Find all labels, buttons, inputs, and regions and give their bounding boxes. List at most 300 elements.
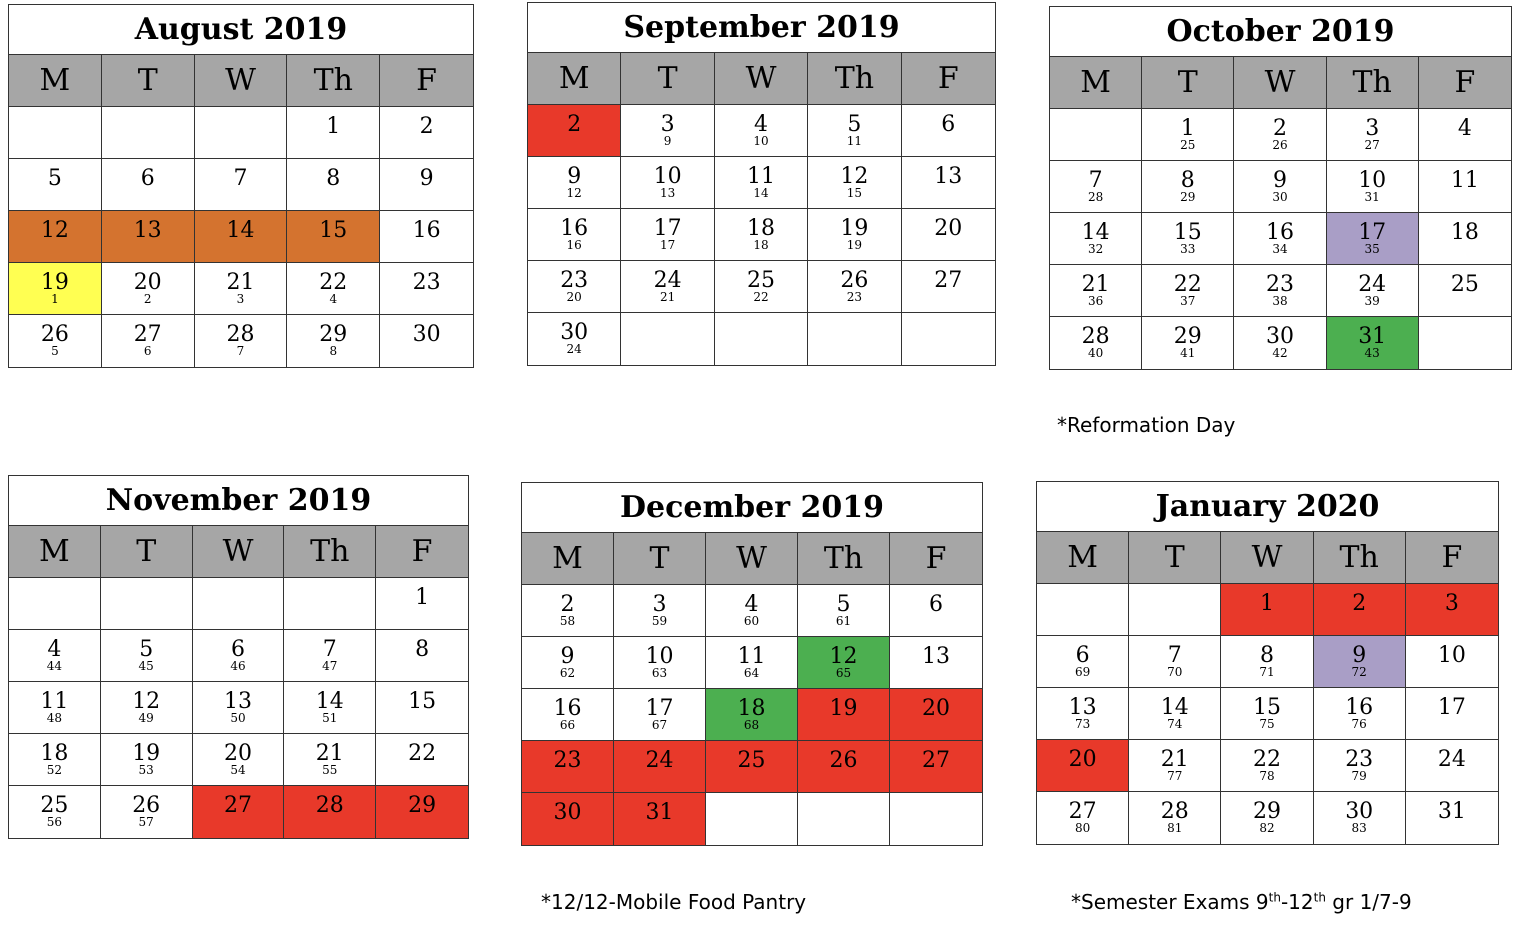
school-day-count: 16 <box>566 238 582 252</box>
day-number: 20 <box>922 696 950 721</box>
day-number: 13 <box>922 644 950 669</box>
day-number: 10 <box>653 164 682 189</box>
day-number: 11 <box>737 644 766 669</box>
weekday-header: Th <box>1314 532 1406 584</box>
day-cell <box>902 209 995 261</box>
day-number: 30 <box>1265 324 1294 349</box>
day-cell <box>195 107 288 159</box>
day-cell <box>902 313 995 365</box>
school-day-count: 43 <box>1364 346 1380 360</box>
day-cell <box>195 211 288 263</box>
school-day-count: 52 <box>46 763 63 777</box>
day-number: 23 <box>1265 272 1294 297</box>
day-number: 30 <box>553 800 582 825</box>
month-grid <box>9 55 473 367</box>
day-number: 9 <box>1352 643 1367 668</box>
day-number: 22 <box>1252 747 1281 772</box>
day-number: 13 <box>223 689 252 714</box>
school-day-count: 72 <box>1351 665 1367 679</box>
school-day-count: 3 <box>236 292 245 306</box>
day-number: 31 <box>1358 324 1387 349</box>
day-cell <box>1050 213 1142 265</box>
day-cell <box>621 157 714 209</box>
day-number: 6 <box>929 592 943 617</box>
day-cell <box>1129 740 1221 792</box>
school-day-count: 65 <box>835 666 852 680</box>
school-day-count: 83 <box>1351 821 1367 835</box>
month-grid <box>9 526 468 838</box>
day-number: 19 <box>840 216 869 241</box>
school-day-count: 34 <box>1272 242 1288 256</box>
school-day-count: 20 <box>566 290 582 304</box>
day-cell <box>9 263 102 315</box>
day-number: 15 <box>408 689 437 714</box>
day-cell <box>1037 740 1129 792</box>
day-cell <box>528 261 621 313</box>
day-number: 21 <box>226 270 255 295</box>
school-day-count: 15 <box>846 186 863 200</box>
weekday-header: M <box>9 55 102 107</box>
day-number: 10 <box>645 644 674 669</box>
day-cell <box>9 315 102 367</box>
school-day-count: 30 <box>1272 190 1288 204</box>
day-number: 18 <box>746 216 775 241</box>
day-cell <box>1221 792 1313 844</box>
school-day-count: 64 <box>743 666 760 680</box>
day-number: 15 <box>1173 220 1202 245</box>
day-number: 18 <box>1450 220 1479 245</box>
day-number: 14 <box>1160 695 1189 720</box>
day-number: 10 <box>1358 168 1387 193</box>
month-title: January 2020 <box>1037 482 1498 532</box>
day-cell <box>287 211 380 263</box>
day-number: 30 <box>560 320 589 345</box>
school-day-count: 69 <box>1074 665 1091 679</box>
school-day-count: 41 <box>1180 346 1196 360</box>
day-number: 13 <box>1068 695 1097 720</box>
school-day-count: 7 <box>236 344 245 358</box>
day-cell <box>798 637 890 689</box>
calendar-august-2019 <box>8 4 474 368</box>
day-cell <box>798 741 890 793</box>
day-number: 17 <box>653 216 682 241</box>
day-number: 16 <box>553 696 582 721</box>
month-grid <box>1050 57 1511 369</box>
school-day-count: 17 <box>659 238 676 252</box>
day-number: 18 <box>737 696 766 721</box>
day-cell <box>808 209 901 261</box>
day-cell <box>1419 109 1511 161</box>
day-cell <box>1142 109 1234 161</box>
month-title: November 2019 <box>9 476 468 526</box>
day-cell <box>1419 161 1511 213</box>
weekday-header: W <box>195 55 288 107</box>
day-cell <box>808 105 901 157</box>
school-day-count: 57 <box>138 815 154 829</box>
school-day-count: 81 <box>1167 821 1183 835</box>
day-number: 14 <box>226 218 255 243</box>
weekday-header: M <box>522 533 614 585</box>
day-cell <box>1221 636 1313 688</box>
school-day-count: 62 <box>559 666 576 680</box>
day-cell <box>522 689 614 741</box>
day-number: 16 <box>1345 695 1374 720</box>
school-day-count: 68 <box>743 718 760 732</box>
day-number: 28 <box>315 793 344 818</box>
school-day-count: 35 <box>1364 242 1380 256</box>
day-number: 9 <box>567 164 582 189</box>
day-cell <box>1050 109 1142 161</box>
school-day-count: 45 <box>138 659 154 673</box>
day-number: 2 <box>419 114 434 139</box>
school-day-count: 49 <box>138 711 154 725</box>
day-number: 28 <box>226 322 255 347</box>
day-number: 5 <box>847 112 862 137</box>
day-cell <box>614 689 706 741</box>
day-cell <box>706 585 798 637</box>
day-number: 14 <box>315 689 344 714</box>
calendar-november-2019 <box>8 475 469 839</box>
day-number: 27 <box>1068 799 1097 824</box>
day-cell <box>1234 265 1326 317</box>
day-cell <box>193 786 285 838</box>
day-number: 29 <box>1173 324 1202 349</box>
day-number: 7 <box>1167 643 1182 668</box>
day-cell <box>890 689 982 741</box>
day-cell <box>1419 317 1511 369</box>
day-number: 14 <box>1081 220 1110 245</box>
weekday-header: F <box>890 533 982 585</box>
weekday-header: F <box>380 55 473 107</box>
day-cell <box>376 786 468 838</box>
weekday-header: Th <box>1327 57 1419 109</box>
day-number: 6 <box>230 637 245 662</box>
day-cell <box>522 637 614 689</box>
day-cell <box>376 734 468 786</box>
day-cell <box>287 159 380 211</box>
day-cell <box>1234 213 1326 265</box>
day-cell <box>1050 317 1142 369</box>
day-number: 25 <box>40 793 69 818</box>
day-number: 15 <box>1252 695 1281 720</box>
day-cell <box>1234 161 1326 213</box>
day-cell <box>614 637 706 689</box>
day-cell <box>193 682 285 734</box>
day-cell <box>287 315 380 367</box>
day-cell <box>102 211 195 263</box>
day-cell <box>284 682 376 734</box>
day-cell <box>902 261 995 313</box>
school-day-count: 27 <box>1364 138 1380 152</box>
day-cell <box>1221 584 1313 636</box>
school-day-count: 74 <box>1167 717 1183 731</box>
day-number: 25 <box>746 268 775 293</box>
day-number: 2 <box>1272 116 1287 141</box>
day-number: 24 <box>645 748 674 773</box>
day-number: 29 <box>1252 799 1281 824</box>
day-cell <box>284 786 376 838</box>
day-number: 9 <box>1272 168 1287 193</box>
note-reformation-day: *Reformation Day <box>1057 413 1236 437</box>
day-number: 4 <box>744 592 759 617</box>
day-number: 17 <box>645 696 674 721</box>
weekday-header: F <box>376 526 468 578</box>
day-number: 30 <box>1345 799 1374 824</box>
day-cell <box>1406 792 1498 844</box>
school-day-count: 53 <box>138 763 154 777</box>
day-cell <box>808 261 901 313</box>
school-day-count: 37 <box>1180 294 1196 308</box>
day-cell <box>1050 265 1142 317</box>
day-number: 12 <box>840 164 869 189</box>
day-number: 17 <box>1358 220 1387 245</box>
school-day-count: 60 <box>743 614 760 628</box>
day-cell <box>715 105 808 157</box>
day-number: 3 <box>660 112 675 137</box>
school-day-count: 77 <box>1167 769 1183 783</box>
day-cell <box>706 689 798 741</box>
day-cell <box>376 578 468 630</box>
weekday-header: W <box>1234 57 1326 109</box>
calendar-september-2019 <box>527 2 996 366</box>
day-cell <box>380 315 473 367</box>
school-day-count: 2 <box>143 292 152 306</box>
school-day-count: 10 <box>753 134 769 148</box>
day-cell <box>284 578 376 630</box>
day-cell <box>380 263 473 315</box>
day-number: 6 <box>1075 643 1090 668</box>
day-cell <box>284 734 376 786</box>
day-number: 18 <box>40 741 69 766</box>
school-day-count: 61 <box>835 614 852 628</box>
day-cell <box>9 107 102 159</box>
day-cell <box>287 263 380 315</box>
day-cell <box>528 105 621 157</box>
day-number: 19 <box>132 741 161 766</box>
day-number: 3 <box>652 592 667 617</box>
day-cell <box>376 630 468 682</box>
school-day-count: 23 <box>846 290 863 304</box>
day-number: 28 <box>1081 324 1110 349</box>
day-number: 8 <box>1259 643 1274 668</box>
day-number: 22 <box>319 270 348 295</box>
weekday-header: W <box>1221 532 1313 584</box>
school-day-count: 58 <box>559 614 576 628</box>
school-day-count: 78 <box>1259 769 1275 783</box>
day-cell <box>102 315 195 367</box>
day-cell <box>1037 688 1129 740</box>
school-day-count: 50 <box>230 711 246 725</box>
school-day-count: 4 <box>329 292 338 306</box>
school-day-count: 38 <box>1272 294 1288 308</box>
school-day-count: 67 <box>651 718 668 732</box>
day-cell <box>1327 317 1419 369</box>
note-exams-mid: -12 <box>1280 890 1314 914</box>
day-cell <box>284 630 376 682</box>
day-cell <box>1314 792 1406 844</box>
day-cell <box>9 211 102 263</box>
day-cell <box>193 630 285 682</box>
day-cell <box>614 585 706 637</box>
school-day-count: 44 <box>46 659 63 673</box>
day-number: 28 <box>1160 799 1189 824</box>
day-number: 8 <box>1180 168 1195 193</box>
day-cell <box>101 578 193 630</box>
day-cell <box>621 261 714 313</box>
day-number: 4 <box>1457 116 1472 141</box>
school-day-count: 19 <box>846 238 863 252</box>
day-cell <box>798 585 890 637</box>
day-cell <box>9 630 101 682</box>
day-number: 26 <box>132 793 161 818</box>
weekday-header: M <box>9 526 101 578</box>
day-cell <box>376 682 468 734</box>
day-cell <box>1314 740 1406 792</box>
day-number: 7 <box>1088 168 1103 193</box>
day-cell <box>1327 161 1419 213</box>
day-cell <box>528 157 621 209</box>
note-exams-sup-th-2: th <box>1313 890 1326 905</box>
day-number: 12 <box>829 644 858 669</box>
day-cell <box>380 107 473 159</box>
day-cell <box>1221 688 1313 740</box>
day-number: 11 <box>746 164 775 189</box>
day-number: 3 <box>1365 116 1380 141</box>
note-exams-sup-th: th <box>1268 890 1281 905</box>
day-number: 6 <box>941 112 956 137</box>
school-day-count: 48 <box>46 711 63 725</box>
note-food-pantry: *12/12-Mobile Food Pantry <box>541 890 807 914</box>
weekday-header: Th <box>798 533 890 585</box>
school-day-count: 79 <box>1351 769 1367 783</box>
school-day-count: 42 <box>1272 346 1288 360</box>
day-cell <box>902 157 995 209</box>
day-cell <box>101 734 193 786</box>
day-cell <box>706 637 798 689</box>
weekday-header: Th <box>284 526 376 578</box>
day-cell <box>1234 317 1326 369</box>
day-cell <box>706 793 798 845</box>
day-cell <box>528 313 621 365</box>
day-cell <box>1314 688 1406 740</box>
day-cell <box>102 159 195 211</box>
day-number: 16 <box>412 218 441 243</box>
day-cell <box>528 209 621 261</box>
day-cell <box>1406 636 1498 688</box>
weekday-header: T <box>102 55 195 107</box>
school-day-count: 33 <box>1180 242 1196 256</box>
day-cell <box>195 263 288 315</box>
school-day-count: 6 <box>143 344 152 358</box>
school-day-count: 29 <box>1180 190 1196 204</box>
day-cell <box>193 734 285 786</box>
day-cell <box>9 786 101 838</box>
day-number: 20 <box>934 216 963 241</box>
day-cell <box>1129 688 1221 740</box>
school-day-count: 25 <box>1180 138 1196 152</box>
school-day-count: 80 <box>1074 821 1091 835</box>
weekday-header: F <box>1406 532 1498 584</box>
day-number: 27 <box>934 268 963 293</box>
day-cell <box>1142 317 1234 369</box>
day-number: 19 <box>829 696 858 721</box>
day-cell <box>101 682 193 734</box>
day-cell <box>195 315 288 367</box>
calendar-january-2020 <box>1036 481 1499 845</box>
school-day-count: 9 <box>663 134 672 148</box>
day-number: 21 <box>315 741 344 766</box>
day-cell <box>101 786 193 838</box>
day-number: 2 <box>1352 591 1367 616</box>
day-number: 24 <box>1358 272 1387 297</box>
day-cell <box>890 585 982 637</box>
day-cell <box>380 211 473 263</box>
day-number: 26 <box>829 748 858 773</box>
month-grid <box>528 53 995 365</box>
day-number: 20 <box>223 741 252 766</box>
day-cell <box>102 107 195 159</box>
day-number: 20 <box>1068 747 1097 772</box>
day-number: 2 <box>567 112 582 137</box>
weekday-header: Th <box>808 53 901 105</box>
day-number: 1 <box>1259 591 1274 616</box>
school-day-count: 82 <box>1259 821 1275 835</box>
day-number: 5 <box>836 592 851 617</box>
day-number: 1 <box>415 585 430 610</box>
day-cell <box>614 793 706 845</box>
weekday-header: T <box>1142 57 1234 109</box>
day-number: 13 <box>934 164 963 189</box>
weekday-header: M <box>1050 57 1142 109</box>
school-day-count: 21 <box>659 290 676 304</box>
day-number: 12 <box>132 689 161 714</box>
school-day-count: 13 <box>659 186 676 200</box>
day-number: 24 <box>653 268 682 293</box>
day-cell <box>522 585 614 637</box>
day-cell <box>9 682 101 734</box>
school-day-count: 51 <box>322 711 338 725</box>
school-day-count: 32 <box>1087 242 1104 256</box>
day-number: 12 <box>40 218 69 243</box>
day-cell <box>798 793 890 845</box>
day-cell <box>798 689 890 741</box>
day-number: 15 <box>319 218 348 243</box>
day-cell <box>195 159 288 211</box>
day-number: 5 <box>139 637 154 662</box>
note-semester-exams <box>1071 890 1412 914</box>
school-day-count: 18 <box>753 238 769 252</box>
day-number: 27 <box>922 748 950 773</box>
day-number: 16 <box>560 216 589 241</box>
day-number: 5 <box>47 166 62 191</box>
day-cell <box>890 741 982 793</box>
day-cell <box>1129 792 1221 844</box>
day-number: 1 <box>326 114 341 139</box>
day-number: 8 <box>415 637 430 662</box>
school-day-count: 26 <box>1272 138 1288 152</box>
day-number: 3 <box>1444 591 1459 616</box>
day-cell <box>715 157 808 209</box>
day-number: 9 <box>419 166 434 191</box>
day-cell <box>621 209 714 261</box>
day-cell <box>1129 584 1221 636</box>
month-title: August 2019 <box>9 5 473 55</box>
day-cell <box>1314 584 1406 636</box>
day-cell <box>1314 636 1406 688</box>
weekday-header: F <box>902 53 995 105</box>
weekday-header: Th <box>287 55 380 107</box>
day-number: 2 <box>560 592 575 617</box>
